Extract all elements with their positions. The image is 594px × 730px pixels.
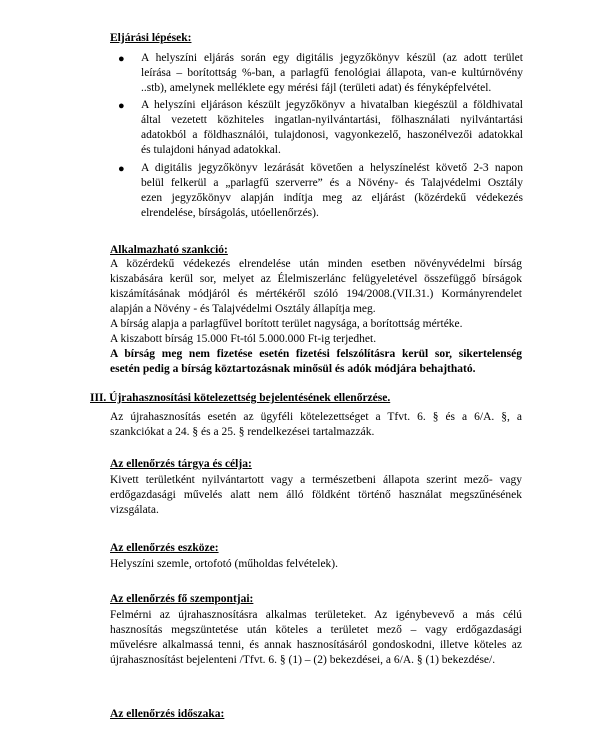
szankcio-paragraph (110, 257, 522, 377)
list-item-line: leírása – borítottság %-ban, a parlagfű fenológiai állapota, van-e kultúrnövény (141, 67, 523, 79)
heading-fo-szempontjai: Az ellenőrzés fő szempontjai: (110, 593, 254, 605)
list-item-line: adatokból a földhasználói, tulajdonosi, vagyonkezelő, haszonélvezői adatokkal (141, 129, 523, 141)
bullet-icon: ● (118, 53, 125, 65)
list-item-line: A helyszíni eljárás során egy digitális jegyzőkönyv készül (az adott terület (141, 52, 523, 64)
paragraph-line: vizsgálata. (110, 504, 159, 516)
bold-paragraph-line: A bírság meg nem fizetése esetén fizetési felszólításra kerül sor, sikertelenség (110, 348, 522, 360)
paragraph-line: A bírság alapja a parlagfűvel borított terület nagysága, a borítottság mértéke. (110, 318, 463, 330)
list-item-line: által vezetett közhiteles ingatlan-nyilvántartási, fölhasználati nyilvántartási (141, 114, 523, 126)
paragraph-line: kiszámításának módjáról és mértékéről szóló 194/2008.(VII.31.) Kormányrendelet (110, 288, 522, 300)
heading-eljarasi-lepesek: Eljárási lépések: (110, 32, 192, 44)
list-item-line: és tulajdoni hányad adatokkal. (141, 144, 281, 156)
eszkoze-paragraph (110, 557, 522, 572)
list-item-line: A helyszíni eljáráson készült jegyzőkönyv a hivatalban kiegészül a földhivatal (141, 99, 523, 111)
list-item-line: ..stb), amelynek melléklete egy mérési fájl (területi adat) és fényképfelvétel. (141, 82, 492, 94)
paragraph-line: művelésre alkalmassá tenni, és annak hasznosításáról gondoskodni, illetve köteles az (110, 639, 522, 651)
bullet-icon: ● (118, 163, 125, 175)
targy-paragraph (110, 473, 522, 518)
paragraph-line: Kivett területként nyilvántartott vagy a természetbeni állapota szerint mező- vagy (110, 474, 522, 486)
list-item-line: A digitális jegyzőkönyv lezárását követően a helyszínelést követő 2-3 napon (141, 162, 523, 174)
paragraph-line: Helyszíni szemle, ortofotó (műholdas felvételek). (110, 558, 339, 570)
section-iii-paragraph (110, 410, 522, 440)
heading-idoszaka: Az ellenőrzés időszaka: (110, 708, 225, 720)
paragraph-line: A kiszabott bírság 15.000 Ft-tól 5.000.000 Ft-ig terjedhet. (110, 333, 377, 345)
paragraph-line: Felmérni az újrahasznosításra alkalmas területeket. Az igénybevevő a más célú (110, 609, 522, 621)
heading-targya-es-celja: Az ellenőrzés tárgya és célja: (110, 458, 252, 470)
list-item-line: ezen jegyzőkönyv alapján indítja meg az eljárást (közérdekű védekezés (141, 192, 523, 204)
paragraph-line: A közérdekű védekezés elrendelése után minden esetben növényvédelmi bírság (110, 258, 522, 270)
list-item-line: belül felkerül a „parlagfű szerverre” és a Növény- és Talajvédelmi Osztály (141, 177, 523, 189)
paragraph-line: hasznosítás megszüntetése után köteles a területet mező – vagy erdőgazdasági (110, 624, 522, 636)
list-item-line: elrendelése, bírságolás, utóellenőrzés). (141, 207, 319, 219)
heading-alkalmazhato-szankcio: Alkalmazható szankció: (110, 244, 228, 256)
bullet-icon: ● (118, 100, 125, 112)
paragraph-line: újrahasznosítást bejelenteni /Tfvt. 6. § (1) – (2) bekezdései, a 6/A. § (1) bekezdése/. (110, 654, 496, 666)
heading-eszkoze: Az ellenőrzés eszköze: (110, 542, 219, 554)
bold-paragraph-line: esetén pedig a bírság köztartozásnak minősül és adók módjára behajtható. (110, 363, 476, 375)
paragraph-line: alapján a Növény - és Talajvédelmi Osztály állapítja meg. (110, 303, 376, 315)
paragraph-line: szankciókat a 24. § és a 25. § rendelkezései tartalmazzák. (110, 426, 375, 438)
heading-section-iii: III. Újrahasznosítási kötelezettség bejelentésének ellenőrzése. (90, 392, 391, 404)
paragraph-line: kiszabására kerül sor, melyet az Élelmiszerlánc felügyeletével összefüggő bírságok (110, 273, 522, 285)
paragraph-line: Az újrahasznosítás esetén az ügyféli kötelezettséget a Tfvt. 6. § és a 6/A. §, a (110, 411, 522, 423)
paragraph-line: erdőgazdasági művelés alatt nem álló földként történő használat megszűnésének (110, 489, 522, 501)
szempontjai-paragraph (110, 608, 522, 668)
